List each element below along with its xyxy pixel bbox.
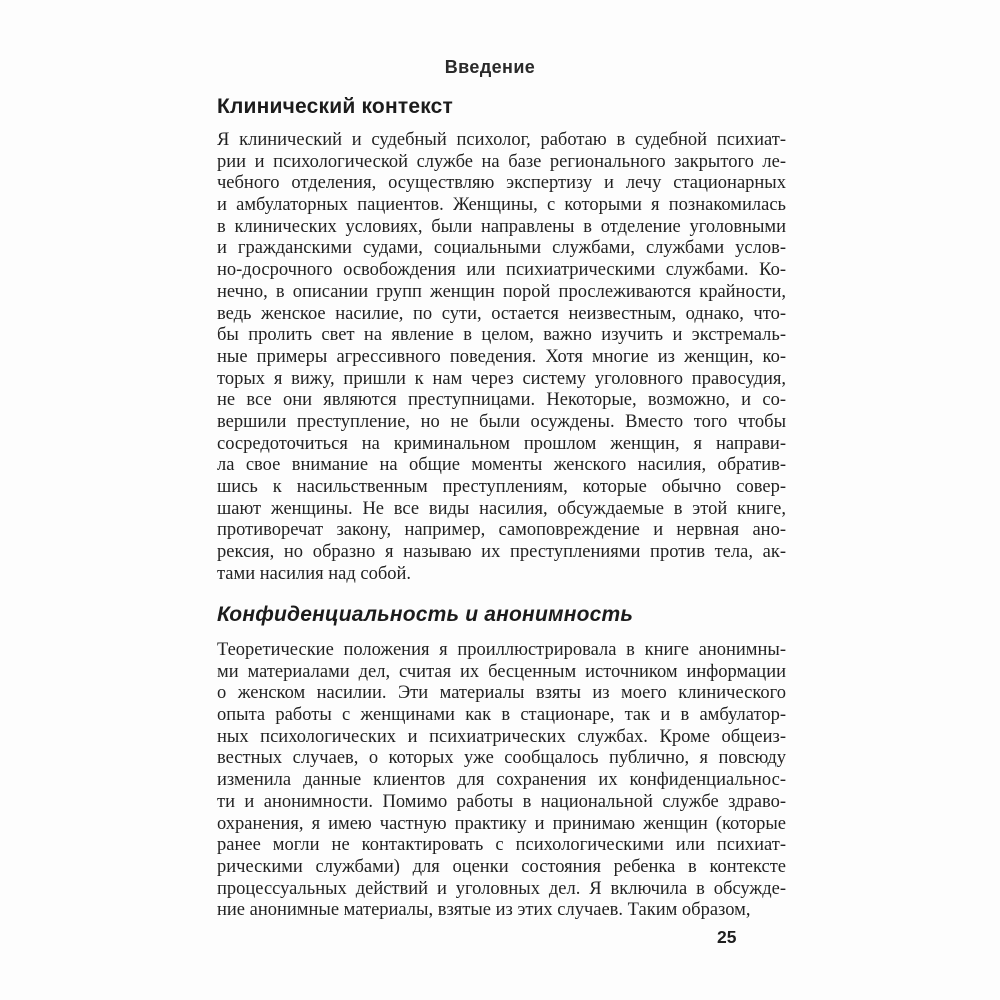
text-line: рексия, но образно я называю их преступлениями против тела, ак-: [217, 542, 786, 563]
text-line: изменила данные клиентов для сохранения их конфиденциальнос-: [217, 770, 786, 791]
paragraph-clinical-context: [217, 130, 786, 585]
text-line: бы пролить свет на явление в целом, важно изучить и экстремаль-: [217, 325, 786, 346]
section-heading-clinical-context: Клинический контекст: [217, 95, 454, 118]
paragraph-confidentiality: [217, 640, 786, 922]
text-line: но-досрочного освобождения или психиатрическими службами. Ко-: [217, 260, 786, 281]
text-line: ных психологических и психиатрических службах. Кроме общеиз-: [217, 726, 786, 747]
text-line: ведь женское насилие, по сути, остается неизвестным, однако, что-: [217, 303, 786, 324]
text-line: охранения, я имею частную практику и принимаю женщин (которые: [217, 813, 786, 834]
section-heading-confidentiality: Конфиденциальность и анонимность: [217, 603, 634, 626]
text-line: нечно, в описании групп женщин порой прослеживаются крайности,: [217, 281, 786, 302]
text-line: не все они являются преступницами. Некоторые, возможно, и со-: [217, 390, 786, 411]
text-line: чебного отделения, осуществляю экспертизу и лечу стационарных: [217, 173, 786, 194]
text-line: вестных случаев, о которых уже сообщалось публично, я повсюду: [217, 748, 786, 769]
text-line: рии и психологической службе на базе регионального закрытого ле-: [217, 151, 786, 172]
text-line: о женском насилии. Эти материалы взяты из моего клинического: [217, 683, 786, 704]
text-line: тами насилия над собой.: [217, 563, 412, 584]
text-line: Я клинический и судебный психолог, работаю в судебной психиат-: [217, 130, 786, 150]
text-line: Теоретические положения я проиллюстрировала в книге анонимны-: [217, 640, 786, 660]
text-line: ные примеры агрессивного поведения. Хотя многие из женщин, ко-: [217, 346, 786, 367]
text-line: опыта работы с женщинами как в стационаре, так и в амбулатор-: [217, 705, 786, 726]
text-line: и гражданскими судами, социальными службами, службами услов-: [217, 238, 786, 259]
text-line: ми материалами дел, считая их бесценным источником информации: [217, 661, 786, 682]
text-line: рическими службами) для оценки состояния ребенка в контексте: [217, 856, 786, 877]
text-line: противоречат закону, например, самоповреждение и нервная ано-: [217, 520, 786, 541]
text-line: вершили преступление, но не были осуждены. Вместо того чтобы: [217, 411, 786, 432]
text-line: ти и анонимности. Помимо работы в национальной службе здраво-: [217, 791, 786, 812]
text-line: сосредоточиться на криминальном прошлом женщин, я направи-: [217, 433, 786, 454]
text-line: ранее могли не контактировать с психологическими или психиат-: [217, 835, 786, 856]
text-line: торых я вижу, пришли к нам через систему уголовного правосудия,: [217, 368, 786, 389]
text-line: шают женщины. Не все виды насилия, обсуждаемые в этой книге,: [217, 498, 786, 519]
text-line: ла свое внимание на общие моменты женского насилия, обратив-: [217, 455, 786, 476]
text-line: ние анонимные материалы, взятые из этих случаев. Таким образом,: [217, 900, 751, 921]
running-head: Введение: [444, 57, 536, 77]
text-line: шись к насильственным преступлениям, которые обычно совер-: [217, 477, 786, 497]
text-line: в клинических условиях, были направлены в отделение уголовными: [217, 216, 786, 237]
text-line: и амбулаторных пациентов. Женщины, с которыми я познакомилась: [217, 195, 786, 216]
text-line: процессуальных действий и уголовных дел. Я включила в обсужде-: [217, 878, 786, 899]
page-number: 25: [717, 927, 737, 947]
